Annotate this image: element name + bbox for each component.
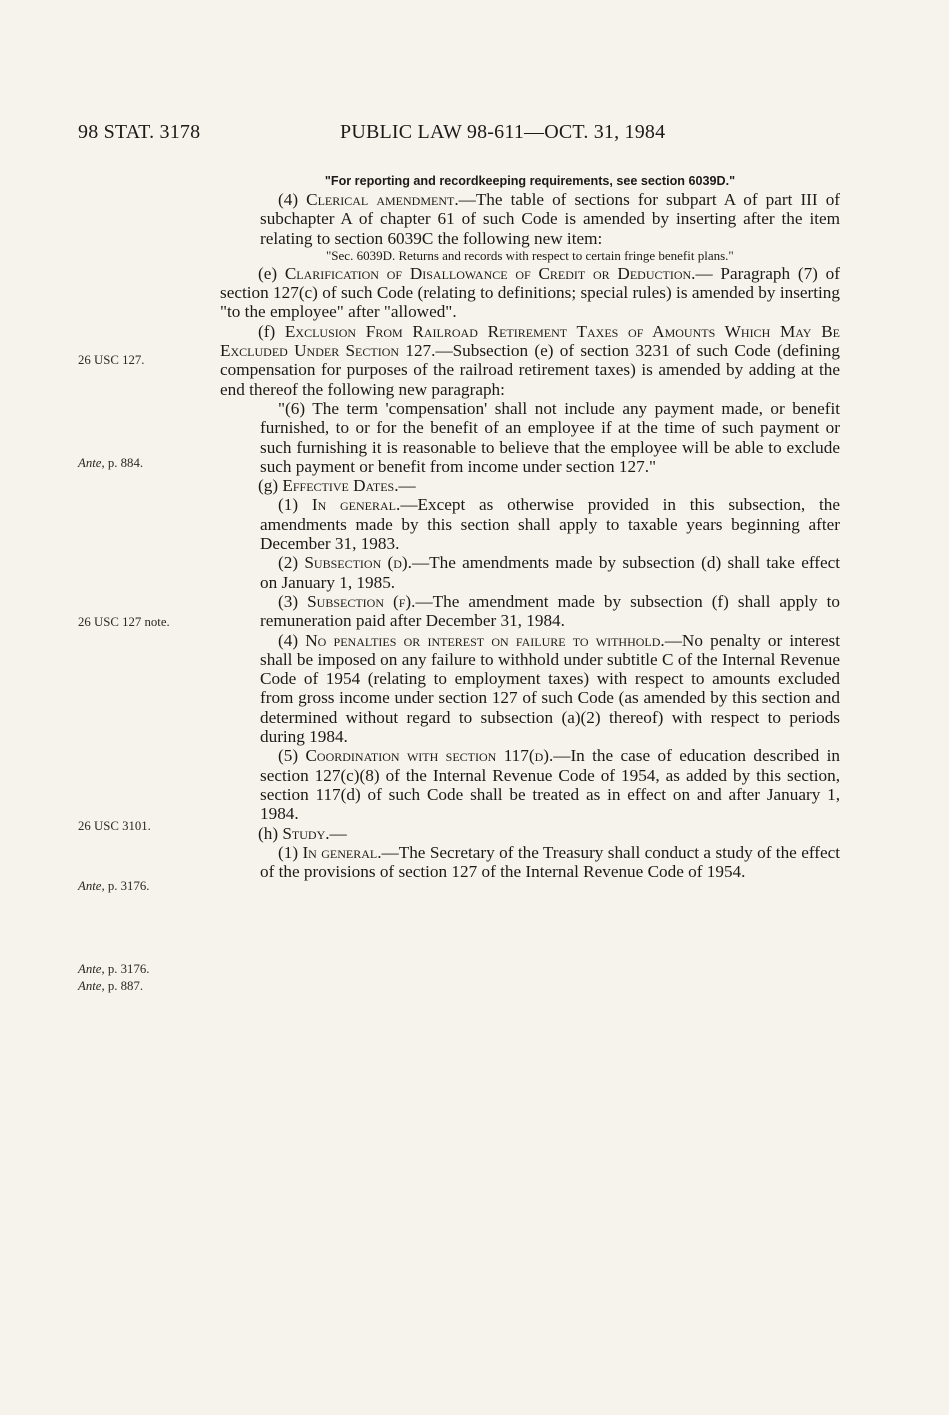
margin-note-ante-3176: Ante, p. 3176. <box>78 879 150 893</box>
study-item: (1) In general.—The Secretary of the Treasury shall conduct a study of the effect of the provisions of section 127 of the Internal Revenue Code of 1954. <box>260 842 841 882</box>
effective-date-item: (3) Subsection (f).—The amendment made by subsection (f) shall apply to remuneration paid after December 31, 1984. <box>260 591 840 631</box>
subsection-g: (g) Effective Dates.— <box>258 476 416 496</box>
subsection-h-heading: Study. <box>282 823 330 843</box>
subsection-f-new-paragraph: "(6) The term 'compensation' shall not include any payment made, or benefit furnished, to or for the benefit of an employee if at the time of such payment or such furnishing it is reasonable to believe that the employee will be able to exclude such payment or benefit from income under section 127." <box>260 398 840 476</box>
subsection-g-items <box>220 495 840 823</box>
clerical-amendment-paragraph: (4) Clerical amendment.—The table of sections for subpart A of part III of subchapter A of chapter 61 of such Code is amended by inserting after the item relating to section 6039C the following new item: <box>260 190 841 248</box>
clerical-amendment <box>220 190 840 264</box>
statute-page-number: 98 STAT. 3178 <box>78 121 201 143</box>
public-law-title: PUBLIC LAW 98-611—OCT. 31, 1984 <box>340 121 666 143</box>
effective-date-item: (4) No penalties or interest on failure to withhold.—No penalty or interest shall be imposed on any failure to withhold under subtitle C of the Internal Revenue Code of 1954 (relating to employment taxes) with respect to amounts excluded from gross income under section 127 of such Code (as amended by this section and determined without regard to subsection (a)(2) thereof) with respect to periods during 1984. <box>260 630 840 747</box>
subsection-h: (h) Study.— <box>258 823 347 843</box>
subsection-f-heading: Exclusion From Railroad Retirement Taxes of Amounts Which May Be Excluded Under Section 127. <box>220 321 840 361</box>
section-table-item: "Sec. 6039D. Returns and records with respect to certain fringe benefit plans." <box>326 247 734 263</box>
subsection-f: (f) Exclusion From Railroad Retirement Taxes of Amounts Which May Be Excluded Under Section 127.—Subsection (e) of section 3231 of such Code (defining compensation for purposes of the railroad retirement taxes) is amended by adding at the end thereof the following new paragraph: <box>220 321 840 399</box>
margin-note-ante-887: Ante, p. 887. <box>78 979 144 993</box>
subsection-g-heading: Effective Dates. <box>282 476 399 496</box>
subsection-f-quote-block <box>220 399 840 476</box>
margin-note-ante-3176-second: Ante, p. 3176. <box>78 962 150 976</box>
reporting-cross-reference: "For reporting and recordkeeping requirements, see section 6039D." <box>324 174 736 188</box>
statute-text <box>220 173 840 881</box>
effective-date-item: (2) Subsection (d).—The amendments made by subsection (d) shall take effect on January 1, 1985. <box>260 553 840 592</box>
margin-note-ante-884: Ante, p. 884. <box>78 456 144 470</box>
clerical-amendment-heading: Clerical amendment. <box>306 190 459 209</box>
subsection-e: (e) Clarification of Disallowance of Credit or Deduction.— Paragraph (7) of section 127(c) of such Code (relating to definitions; special rules) is amended by inserting "to the employee" after "allowed". <box>220 263 840 322</box>
effective-date-item: (5) Coordination with section 117(d).—In the case of education described in section 127(c)(8) of the Internal Revenue Code of 1954, as added by this section, section 117(d) of such Code shall be treated as in effect on and after January 1, 1984. <box>260 746 841 824</box>
effective-date-item: (1) In general.—Except as otherwise provided in this subsection, the amendments made by this section shall apply to taxable years beginning after December 31, 1983. <box>260 495 841 554</box>
margin-note-26-usc-127: 26 USC 127. <box>78 353 145 367</box>
subsection-h-items <box>220 843 840 882</box>
subsection-e-heading: Clarification of Disallowance of Credit or Deduction. <box>284 263 696 283</box>
margin-note-26-usc-127-note: 26 USC 127 note. <box>78 615 170 629</box>
page-header <box>78 121 838 151</box>
margin-note-26-usc-3101: 26 USC 3101. <box>78 819 151 833</box>
